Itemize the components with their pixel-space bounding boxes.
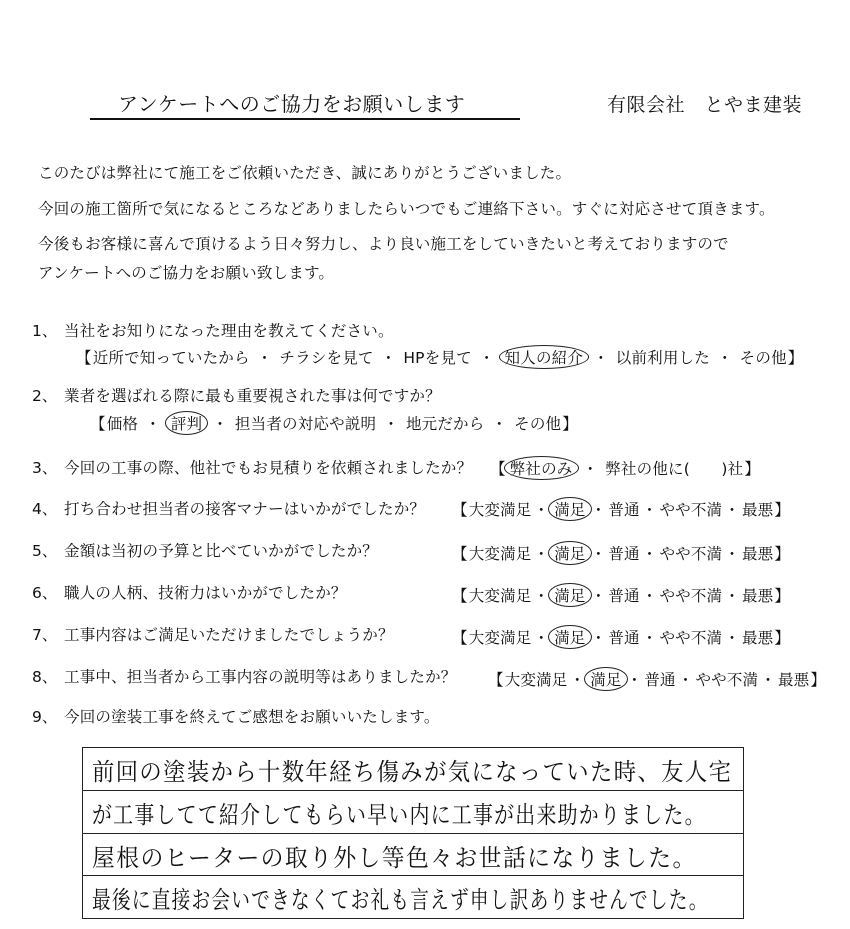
q5-option-worst[interactable]: 最悪 — [741, 545, 774, 563]
question-2-number: 2、 — [32, 387, 58, 405]
question-3-options: 【 弊社のみ ・ 弊社の他に( )社】 — [490, 456, 760, 480]
question-4-options: 【大変満足 ・ 満足 ・ 普通 ・ やや不満 ・ 最悪】 — [452, 497, 790, 521]
intro-line-2: 今回の施工箇所で気になるところなどありましたらいつでもご連絡下さい。すぐに対応させて頂きます。 — [38, 200, 775, 218]
answer-rule-2 — [83, 833, 743, 834]
question-7-options: 【大変満足 ・ 満足 ・ 普通 ・ やや不満 ・ 最悪】 — [452, 625, 790, 649]
q2-option-price[interactable]: 価格 — [106, 415, 139, 433]
q8-option-somewhat-dissatisfied[interactable]: やや不満 — [695, 671, 759, 689]
q6-option-satisfied-selected[interactable]: 満足 — [548, 583, 591, 607]
question-6-text: 職人の人柄、技術力はいかがでしたか？ — [64, 584, 347, 602]
q7-option-worst[interactable]: 最悪 — [741, 629, 774, 647]
q7-option-very-satisfied[interactable]: 大変満足 — [468, 629, 532, 647]
answer-rule-3 — [83, 875, 743, 876]
q4-option-satisfied-selected[interactable]: 満足 — [548, 497, 591, 521]
question-6-options: 【大変満足 ・ 満足 ・ 普通 ・ やや不満 ・ 最悪】 — [452, 583, 790, 607]
question-1-text: 当社をお知りになった理由を教えてください。 — [64, 322, 394, 340]
q2-option-local[interactable]: 地元だから — [405, 415, 485, 433]
q4-option-neutral[interactable]: 普通 — [608, 501, 640, 519]
answer-line-3: 屋根のヒーターの取り外し等色々お世話になりました。 — [92, 844, 697, 872]
company-name: 有限会社 とやま建装 — [607, 94, 803, 116]
q1-option-previous-use[interactable]: 以前利用した — [615, 349, 710, 367]
answer-line-2: が工事してて紹介してもらい早い内に工事が出来助かりました。 — [92, 801, 706, 829]
question-9-text: 今回の塗装工事を終えてご感想をお願いいたします。 — [64, 708, 440, 726]
question-2-text: 業者を選ばれる際に最も重要視された事は何ですか？ — [64, 387, 441, 405]
intro-line-4: アンケートへのご協力をお願い致します。 — [38, 264, 335, 282]
q4-option-somewhat-dissatisfied[interactable]: やや不満 — [659, 501, 723, 519]
q2-option-reputation-selected[interactable]: 評判 — [165, 411, 208, 435]
q5-option-neutral[interactable]: 普通 — [608, 545, 640, 563]
q5-option-somewhat-dissatisfied[interactable]: やや不満 — [659, 545, 723, 563]
q4-option-worst[interactable]: 最悪 — [741, 501, 774, 519]
q2-option-other[interactable]: その他 — [514, 415, 562, 433]
answer-line-4: 最後に直接お会いできなくてお礼も言えず申し訳ありませんでした。 — [92, 886, 709, 914]
q8-option-very-satisfied[interactable]: 大変満足 — [504, 671, 568, 689]
q1-option-referral-selected[interactable]: 知人の紹介 — [499, 345, 590, 369]
question-1-number: 1、 — [32, 322, 58, 340]
answer-rule-1 — [83, 790, 743, 791]
answer-line-1: 前回の塗装から十数年経ち傷みが気になっていた時、友人宅 — [92, 758, 733, 786]
question-5-options: 【大変満足 ・ 満足 ・ 普通 ・ やや不満 ・ 最悪】 — [452, 541, 790, 565]
q2-option-staff[interactable]: 担当者の対応や説明 — [234, 415, 377, 433]
q6-option-neutral[interactable]: 普通 — [608, 587, 640, 605]
q1-option-other[interactable]: その他 — [739, 349, 787, 367]
question-7-text: 工事内容はご満足いただけましたでしょうか？ — [64, 626, 394, 644]
question-4-text: 打ち合わせ担当者の接客マナーはいかがでしたか？ — [64, 500, 426, 518]
q6-option-somewhat-dissatisfied[interactable]: やや不満 — [659, 587, 723, 605]
q8-option-satisfied-selected[interactable]: 満足 — [584, 667, 627, 691]
question-5-number: 5、 — [32, 542, 58, 560]
question-8-text: 工事中、担当者から工事内容の説明等はありましたか？ — [64, 668, 457, 686]
intro-line-3: 今後もお客様に喜んで頂けるよう日々努力し、より良い施工をしていきたいと考えておりますので — [38, 235, 729, 253]
q6-option-worst[interactable]: 最悪 — [741, 587, 774, 605]
question-3-number: 3、 — [32, 459, 58, 477]
question-9-number: 9、 — [32, 708, 58, 726]
q5-option-very-satisfied[interactable]: 大変満足 — [468, 545, 532, 563]
q1-option-neighborhood[interactable]: 近所で知っていたから — [92, 349, 250, 367]
q7-option-satisfied-selected[interactable]: 満足 — [548, 625, 591, 649]
intro-line-1: このたびは弊社にて施工をご依頼いただき、誠にありがとうございました。 — [38, 164, 572, 182]
question-6-number: 6、 — [32, 584, 58, 602]
q1-option-homepage[interactable]: HPを見て — [403, 349, 472, 367]
page-title: アンケートへのご協力をお願いします — [118, 92, 466, 116]
question-8-number: 8、 — [32, 668, 58, 686]
q3-option-only-us-selected[interactable]: 弊社のみ — [504, 456, 579, 480]
q8-option-neutral[interactable]: 普通 — [644, 671, 676, 689]
title-underline — [90, 118, 520, 120]
question-1-options: 【近所で知っていたから ・ チラシを見て ・ HPを見て ・ 知人の紹介 ・ 以前利用した ・ その他】 — [76, 345, 803, 369]
q7-option-neutral[interactable]: 普通 — [608, 629, 640, 647]
q8-option-worst[interactable]: 最悪 — [777, 671, 810, 689]
question-7-number: 7、 — [32, 626, 58, 644]
q5-option-satisfied-selected[interactable]: 満足 — [548, 541, 591, 565]
q4-option-very-satisfied[interactable]: 大変満足 — [468, 501, 532, 519]
q3-option-others[interactable]: 弊社の他に( )社 — [605, 460, 744, 478]
q7-option-somewhat-dissatisfied[interactable]: やや不満 — [659, 629, 723, 647]
question-2-options: 【価格 ・ 評判 ・ 担当者の対応や説明 ・ 地元だから ・ その他】 — [90, 411, 578, 435]
q6-option-very-satisfied[interactable]: 大変満足 — [468, 587, 532, 605]
q1-option-flyer[interactable]: チラシを見て — [279, 349, 374, 367]
question-5-text: 金額は当初の予算と比べていかがでしたか？ — [64, 542, 379, 560]
question-8-options: 【大変満足 ・ 満足 ・ 普通 ・ やや不満 ・ 最悪】 — [488, 667, 826, 691]
question-3-text: 今回の工事の際、他社でもお見積りを依頼されましたか？ — [64, 459, 473, 477]
question-4-number: 4、 — [32, 500, 58, 518]
